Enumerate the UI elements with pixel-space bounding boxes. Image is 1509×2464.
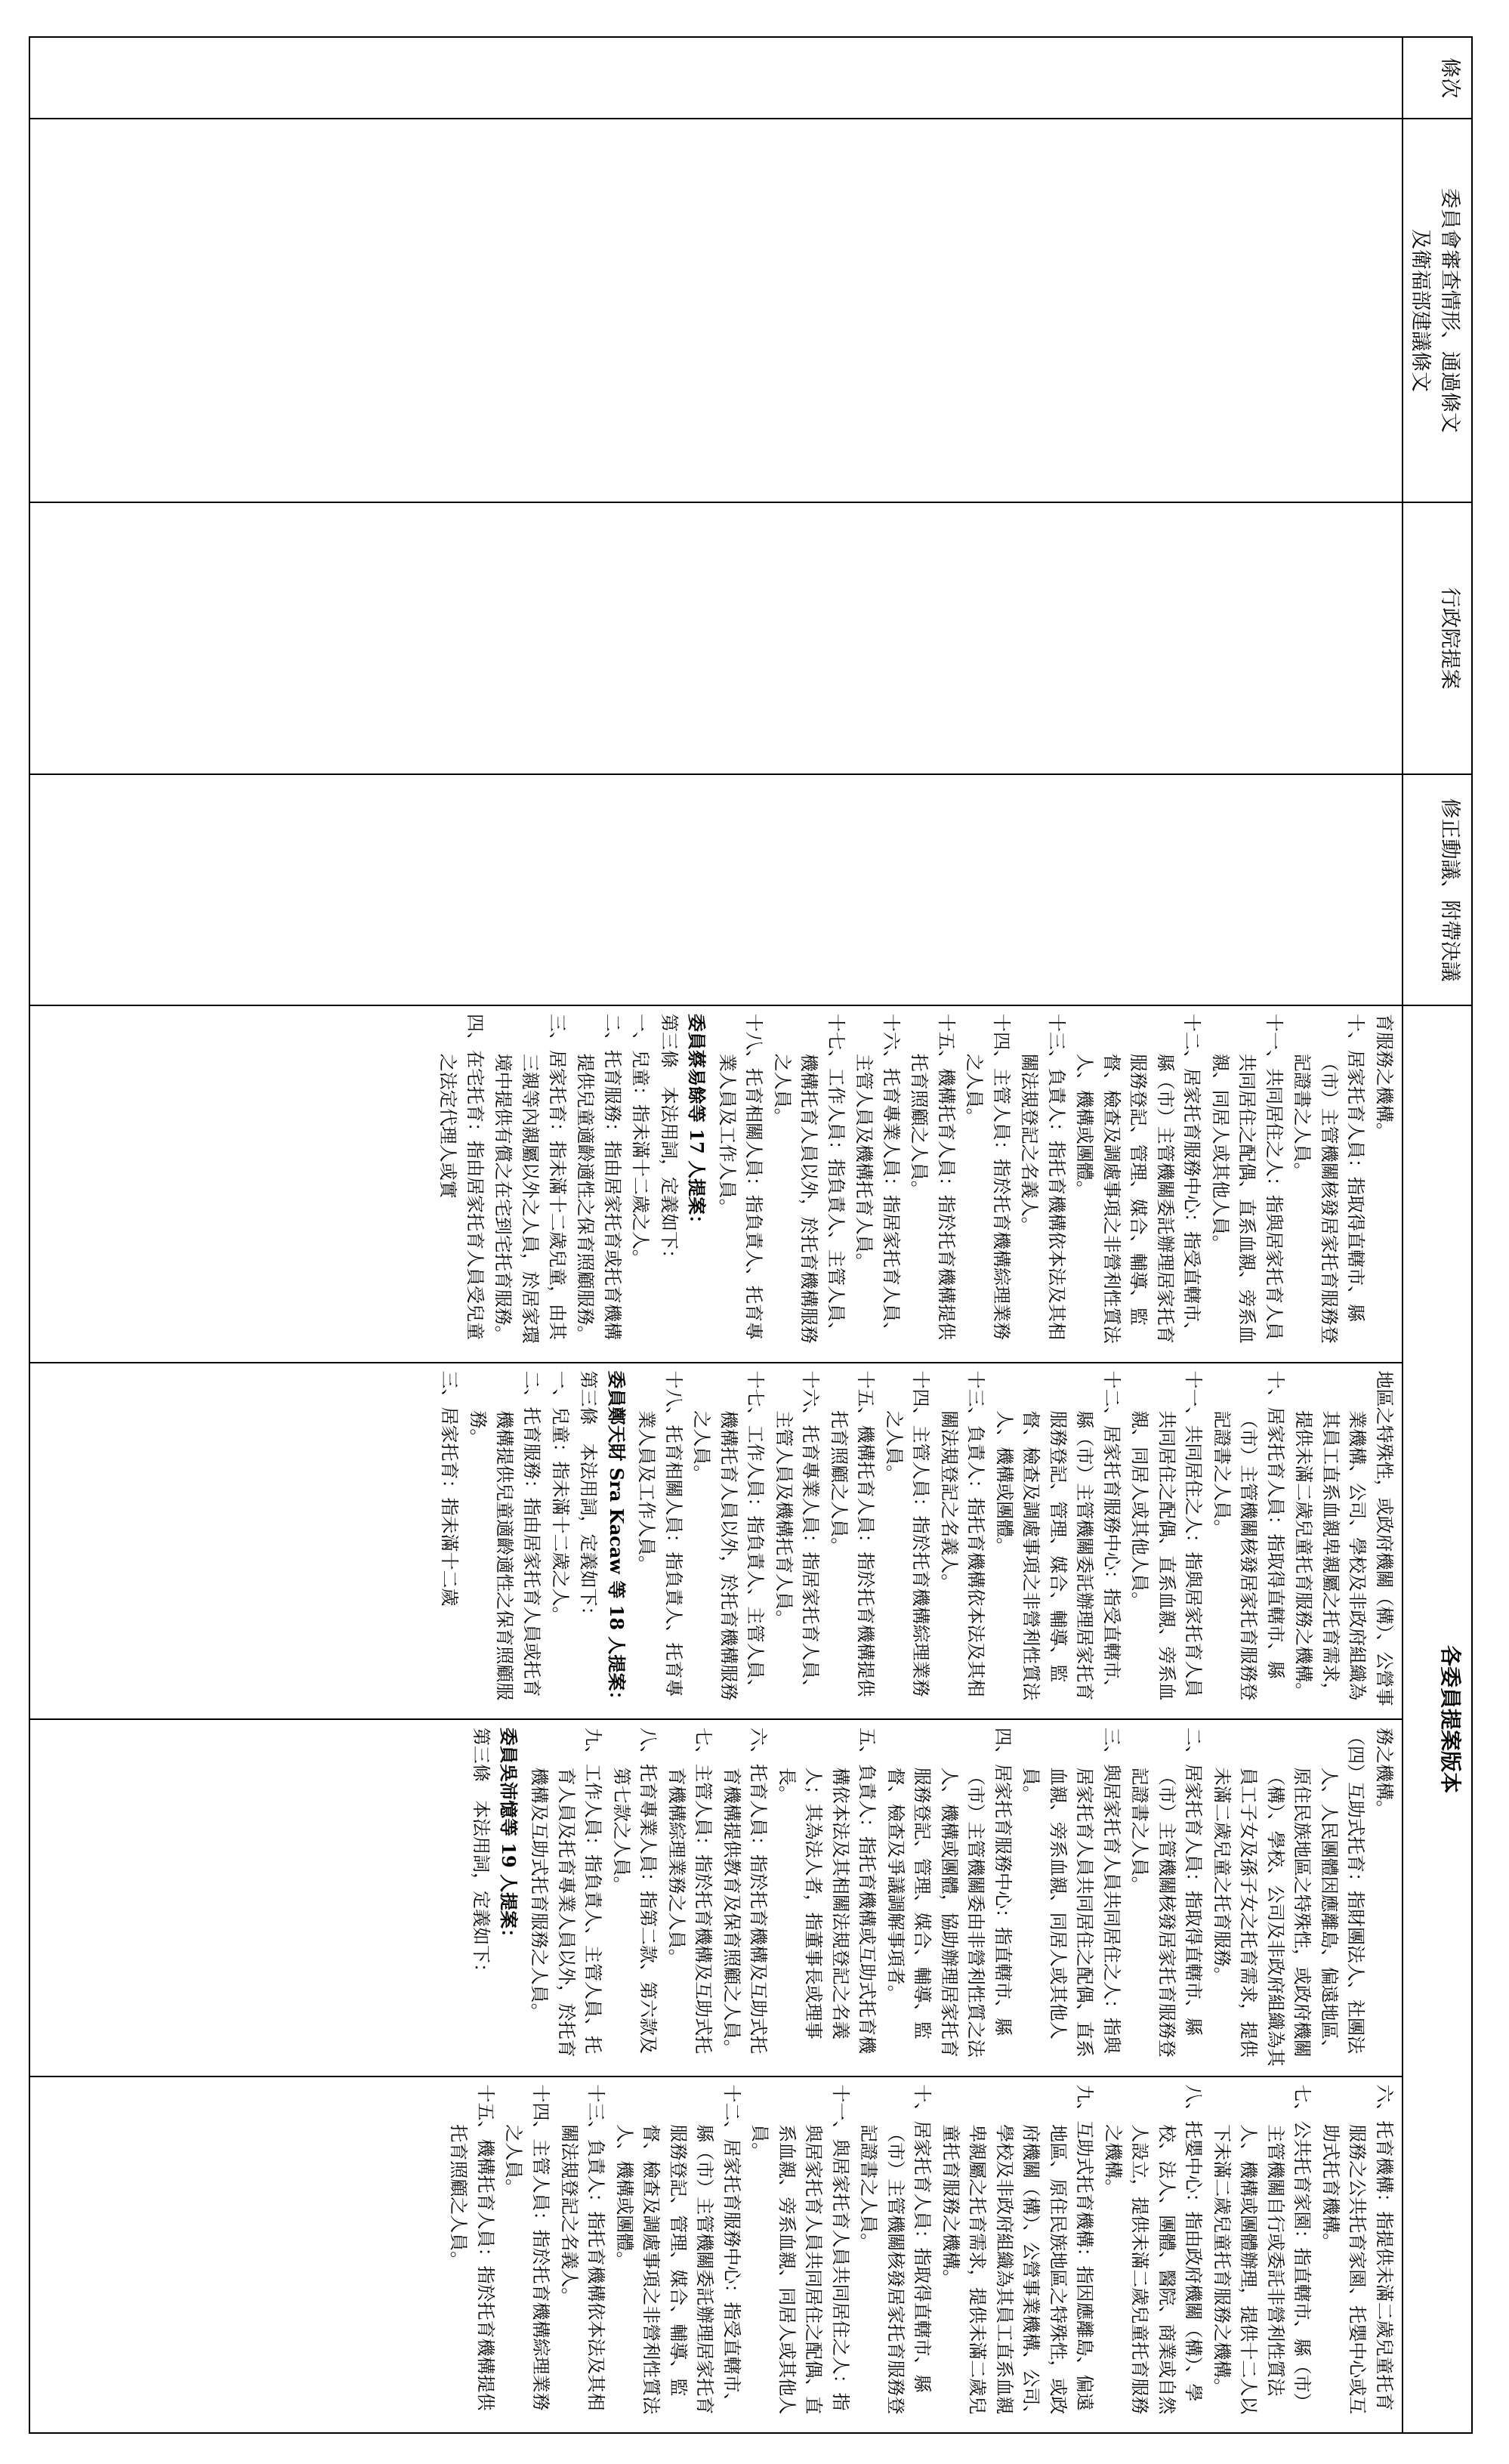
definition-item: 十三、負責人：指托育機構依本法及其相關法規登記之名義人。 <box>1019 1014 1067 1340</box>
proposer-heading: 委員鄭天財 Sra Kacaw 等 18 人提案： <box>605 1370 628 1709</box>
member-text-column-3 <box>30 1718 1402 2076</box>
definition-item: 十四、主管人員：指於托育機構綜理業務之人員。 <box>883 1370 932 1697</box>
definition-item: 六、托育機構：指提供未滿二歲兒童托育服務之公共托育家園、托嬰中心或互助式托育機構。 <box>1319 2084 1395 2415</box>
definition-item: 七、主管人員：指於托育機構及互助式托育機構綜理業務之人員。 <box>665 1728 714 2054</box>
definition-item: 十六、托育專業人員：指居家托育人員、主管人員及機構托育人員。 <box>773 1370 822 1697</box>
proposer-heading: 委員吳沛憶等 19 人提案： <box>498 1728 520 1947</box>
definition-item: 八、托嬰中心：指由政府機關（構）、學校、法人、團體、醫院、商業或自然人設立，提供未滿二歲兒童托育服務之機構。 <box>1102 2084 1205 2415</box>
cell-amendment <box>29 774 1403 1005</box>
definition-item: 十三、負責人：指托育機構依本法及其相關法規登記之名義人。 <box>938 1370 987 1697</box>
definition-item: 務之機構。 <box>1374 1728 1395 1818</box>
definition-item: 十一、共同居住之人：指與居家托育人員共同居住之配偶、直系血親、旁系血親、同居人或其他人員。 <box>1129 1370 1205 1701</box>
header-member-proposals: 各委員提案版本 <box>1403 1005 1472 2433</box>
definition-item: 十八、托育相關人員：指負責人、托育專業人員及工作人員。 <box>716 1014 765 1340</box>
cell-article <box>29 37 1403 119</box>
definition-item: 五、負責人：指托育機構或互助式托育機構依本法及其相關法規登記之名義人；其為法人者，指董事長或理事長。 <box>776 1728 878 2054</box>
header-exec-proposal: 行政院提案 <box>1403 502 1472 774</box>
definition-item: 一、兒童：指未滿十二歲之人。 <box>549 1370 571 1625</box>
definition-item: 地區之特殊性，或政府機關（構）、公營事業機構、公司、學校及非政府組織為其員工直系血親卑親屬之托育需求，提供未滿二歲兒童托育服務之機構。 <box>1293 1370 1395 1706</box>
definition-item: 十二、居家托育服務中心：指受直轄市、縣（市）主管機關委託辦理居家托育服務登記、管理、媒合、輔導、監督、檢查及調處事項之非營利性質法人、機構或團體。 <box>613 2084 742 2415</box>
definition-item: 十五、機構托育人員：指於托育機構提供托育照顧之人員。 <box>448 2084 496 2411</box>
definition-item: 十七、工作人員：指負責人、主管人員、機構托育人員以外，於托育機構服務之人員。 <box>771 1014 847 1344</box>
definition-item: 二、托育服務：指由居家托育人員或托育機構提供兒童適齡適性之保育照顧服務。 <box>467 1370 543 1701</box>
definition-item: 九、互助式托育機構：指因應離島、偏遠地區、原住民族地區之特殊性，或政府機關（構）、公營事業機構、公司、學校及非政府組織為其員工直系血親卑親屬之托育需求，提供未滿二歲兒童托育服務之機構。 <box>940 2084 1096 2424</box>
definition-item: 十四、主管人員：指於托育機構綜理業務之人員。 <box>964 1014 1012 1340</box>
header-amendment: 修正動議、附帶決議 <box>1403 774 1472 1005</box>
comparison-table <box>29 36 1473 2434</box>
definition-item: 十五、機構托育人員：指於托育機構提供托育照顧之人員。 <box>828 1370 877 1697</box>
definition-item: 四、居家托育服務中心：指直轄市、縣（市）主管機關委由非營利性質之法人、機構或團體，協助辦理居家托育服務登記、管理、媒合、輔導、監督、檢查及爭議調解事項者。 <box>884 1728 1014 2058</box>
definition-item: 十、居家托育人員：指取得直轄市、縣（市）主管機關核發居家托育服務登記證書之人員。 <box>1291 1014 1367 1344</box>
table-body-row <box>29 37 1403 2433</box>
definition-item: 十二、居家托育服務中心：指受直轄市、縣（市）主管機關委託辦理居家托育服務登記、管理、媒合、輔導、監督、檢查及調處事項之非營利性質法人、機構或團體。 <box>993 1370 1122 1701</box>
header-review: 委員會審查情形、通過條文 及衛福部建議條文 <box>1403 119 1472 502</box>
definition-item: 七、公共托育家園：指直轄市、縣（市）主管機關自行或委託非營利性質法人、機構或團體辦理，提供十二人以下未滿二歲兒童托育服務之機構。 <box>1211 2084 1313 2415</box>
article-line: 第三條 本法用詞，定義如下： <box>658 1014 680 1268</box>
definition-item: 一、兒童：指未滿十二歲之人。 <box>630 1014 652 1268</box>
definition-item: 三、居家托育：指未滿十二歲 <box>439 1370 461 1607</box>
definition-item: （四）互助式托育：指財團法人、社團法人、人民團體因應離島、偏遠地區、原住民族地區之特殊性，或政府機關（構）、學校、公司及非政府組織為其員工子女及孫子女之托育需求，提供未滿二歲兒童之托育服務。 <box>1211 1728 1367 2067</box>
definition-item: 九、工作人員：指負責人、主管人員、托育人員及托育專業人員以外，於托育機構及互助式托育服務之人員。 <box>529 1728 604 2058</box>
cell-review <box>29 119 1403 502</box>
definition-item: 二、居家托育人員：指取得直轄市、縣（市）主管機關核發居家托育服務登記證書之人員。 <box>1129 1728 1205 2058</box>
article-line: 第三條 本法用詞，定義如下： <box>470 1728 492 1981</box>
member-text-column-2 <box>30 1362 1402 1719</box>
cell-exec-proposal <box>29 502 1403 774</box>
header-article: 條次 <box>1403 37 1472 119</box>
cell-member-proposals <box>29 1005 1403 2433</box>
definition-item: 四、在宅托育：指由居家托育人員受兒童之法定代理人或實 <box>437 1014 486 1340</box>
definition-item: 十一、與居家托育人員共同居住之人：指與居家托育人員共同居住之配偶、直系血親、旁系血親、同居人或其他人員。 <box>749 2084 851 2415</box>
definition-item: 十五、機構托育人員：指於托育機構提供托育照顧之人員。 <box>909 1014 957 1340</box>
definition-item: 三、居家托育：指未滿十二歲兒童，由其三親等內親屬以外之人員，於居家環境中提供有償之在宅到宅托育服務。 <box>492 1014 568 1344</box>
definition-item: 六、托育人員：指於托育機構及互助式托育機構提供教育及保育照顧之人員。 <box>721 1728 770 2058</box>
member-text-column-4 <box>30 2076 1402 2433</box>
definition-item: 十二、居家托育服務中心：指受直轄市、縣（市）主管機關委託辦理居家托育服務登記、管理、媒合、輔導、監督、檢查及調處事項之非營利性質法人、機構或團體。 <box>1074 1014 1203 1344</box>
definition-item: 十六、托育專業人員：指居家托育人員、主管人員及機構托育人員。 <box>853 1014 902 1340</box>
definition-item: 十、居家托育人員：指取得直轄市、縣（市）主管機關核發居家托育服務登記證書之人員。 <box>1211 1370 1286 1701</box>
definition-item: 十七、工作人員：指負責人、主管人員、機構托育人員以外，於托育機構服務之人員。 <box>691 1370 767 1701</box>
definition-item: 八、托育專業人員：指第二款、第六款及第七款之人員。 <box>610 1728 659 2054</box>
definition-item: 十三、負責人：指托育機構依本法及其相關法規登記之名義人。 <box>558 2084 607 2411</box>
article-line: 第三條 本法用詞，定義如下： <box>578 1370 600 1625</box>
definition-item: 十、居家托育人員：指取得直轄市、縣（市）主管機關核發居家托育服務登記證書之人員。 <box>858 2084 933 2415</box>
definition-item: 十八、托育相關人員：指負責人、托育專業人員及工作人員。 <box>636 1370 684 1697</box>
definition-item: 育服務之機構。 <box>1374 1014 1395 1141</box>
definition-item: 十一、共同居住之人：指與居家托育人員共同居住之配偶、直系血親、旁系血親、同居人或其他人員。 <box>1209 1014 1285 1344</box>
definition-item: 三、與居家托育人員共同居住之人：指與居家托育人員共同居住之配偶、直系血親、旁系血親、同居人或其他人員。 <box>1020 1728 1122 2058</box>
table-header-row <box>1403 37 1472 2433</box>
member-text-column-1 <box>30 1006 1402 1362</box>
definition-item: 十四、主管人員：指於托育機構綜理業務之人員。 <box>503 2084 552 2411</box>
definition-item: 二、托育服務：指由居家托育或托育機構提供兒童適齡適性之保育照顧服務。 <box>575 1014 623 1344</box>
proposer-heading: 委員蔡易餘等 17 人提案： <box>686 1014 708 1234</box>
